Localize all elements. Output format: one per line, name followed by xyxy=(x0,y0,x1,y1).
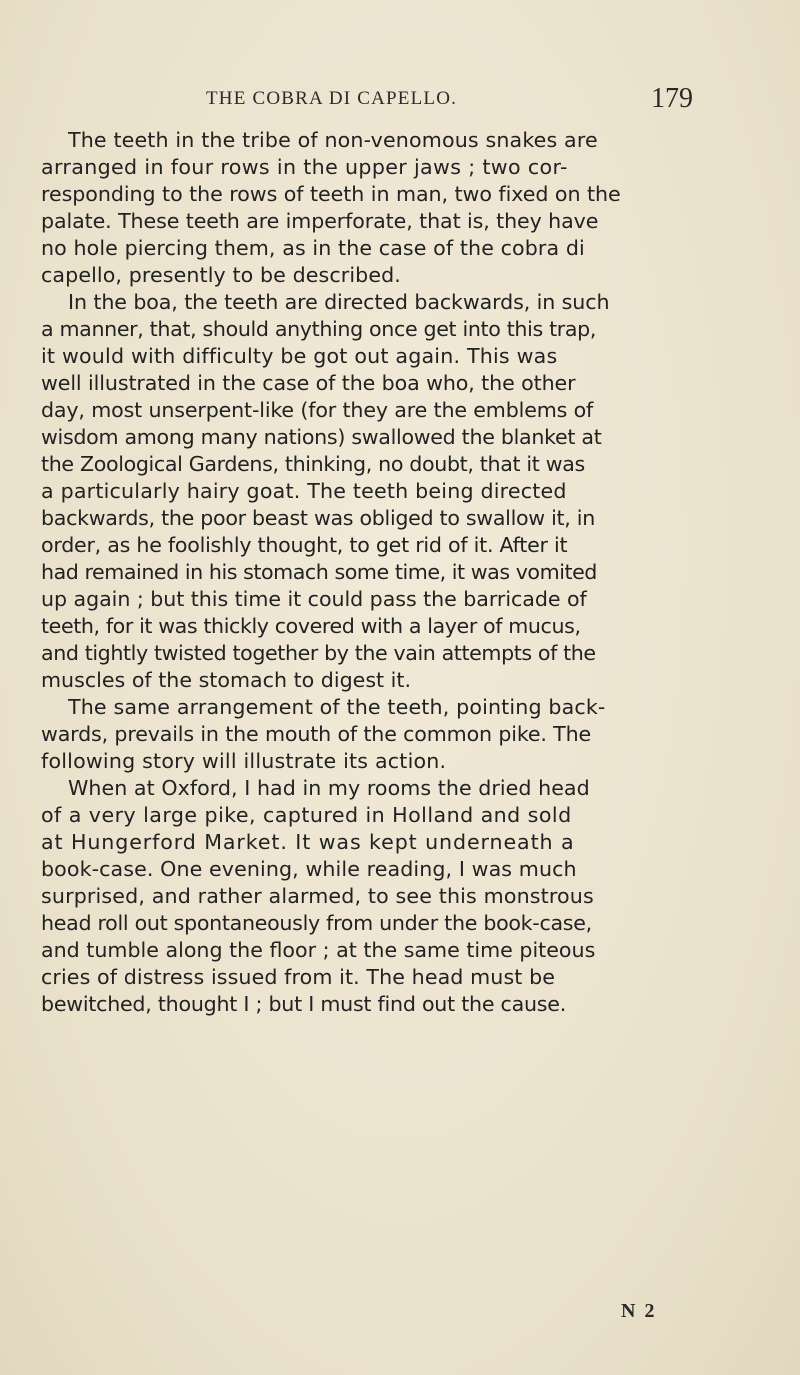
text-line: backwards, the poor beast was obliged to swallow it, in xyxy=(41,506,595,530)
text-line: wards, prevails in the mouth of the common pike. The xyxy=(41,722,592,746)
text-line: capello, presently to be described. xyxy=(41,263,401,287)
text-line: well illustrated in the case of the boa who, the other xyxy=(41,371,576,395)
text-line: no hole piercing them, as in the case of the cobra di xyxy=(41,236,585,260)
text-line: had remained in his stomach some time, it was vomited xyxy=(41,560,597,584)
text-line: it would with difficulty be got out again. This was xyxy=(41,344,558,368)
text-line: responding to the rows of teeth in man, two fixed on the xyxy=(41,182,621,206)
text-line: of a very large pike, captured in Holland and sold xyxy=(41,803,572,827)
text-line: arranged in four rows in the upper jaws ; two cor- xyxy=(41,155,568,179)
text-line: the Zoological Gardens, thinking, no doubt, that it was xyxy=(41,452,585,476)
text-line: a particularly hairy goat. The teeth being directed xyxy=(41,479,567,503)
text-line: following story will illustrate its action. xyxy=(41,749,447,773)
text-line: and tumble along the floor ; at the same time piteous xyxy=(41,938,596,962)
page-number: 179 xyxy=(651,83,693,114)
running-title: THE COBRA DI CAPELLO. xyxy=(206,88,458,109)
text-line: When at Oxford, I had in my rooms the dried head xyxy=(68,776,590,800)
text-line: palate. These teeth are imperforate, that is, they have xyxy=(41,209,599,233)
text-line: head roll out spontaneously from under the book-case, xyxy=(41,911,592,935)
text-line: In the boa, the teeth are directed backwards, in such xyxy=(68,290,610,314)
text-line: bewitched, thought I ; but I must find out the cause. xyxy=(41,992,566,1016)
text-line: and tightly twisted together by the vain attempts of the xyxy=(41,641,596,665)
text-line: muscles of the stomach to digest it. xyxy=(41,668,412,692)
text-line: surprised, and rather alarmed, to see this monstrous xyxy=(41,884,594,908)
text-line: wisdom among many nations) swallowed the blanket at xyxy=(41,425,602,449)
text-line: The teeth in the tribe of non-venomous snakes are xyxy=(68,128,598,152)
text-line: day, most unserpent-like (for they are the emblems of xyxy=(41,398,594,422)
text-line: book-case. One evening, while reading, I was much xyxy=(41,857,577,881)
text-line: a manner, that, should anything once get into this trap, xyxy=(41,317,597,341)
text-line: teeth, for it was thickly covered with a layer of mucus, xyxy=(41,614,581,638)
text-line: at Hungerford Market. It was kept underneath a xyxy=(41,830,575,854)
page-header xyxy=(0,83,800,118)
signature-mark: N 2 xyxy=(621,1300,657,1322)
text-line: cries of distress issued from it. The head must be xyxy=(41,965,556,989)
text-line: order, as he foolishly thought, to get rid of it. After it xyxy=(41,533,568,557)
text-line: up again ; but this time it could pass the barricade of xyxy=(41,587,587,611)
text-line: The same arrangement of the teeth, pointing back- xyxy=(68,695,606,719)
